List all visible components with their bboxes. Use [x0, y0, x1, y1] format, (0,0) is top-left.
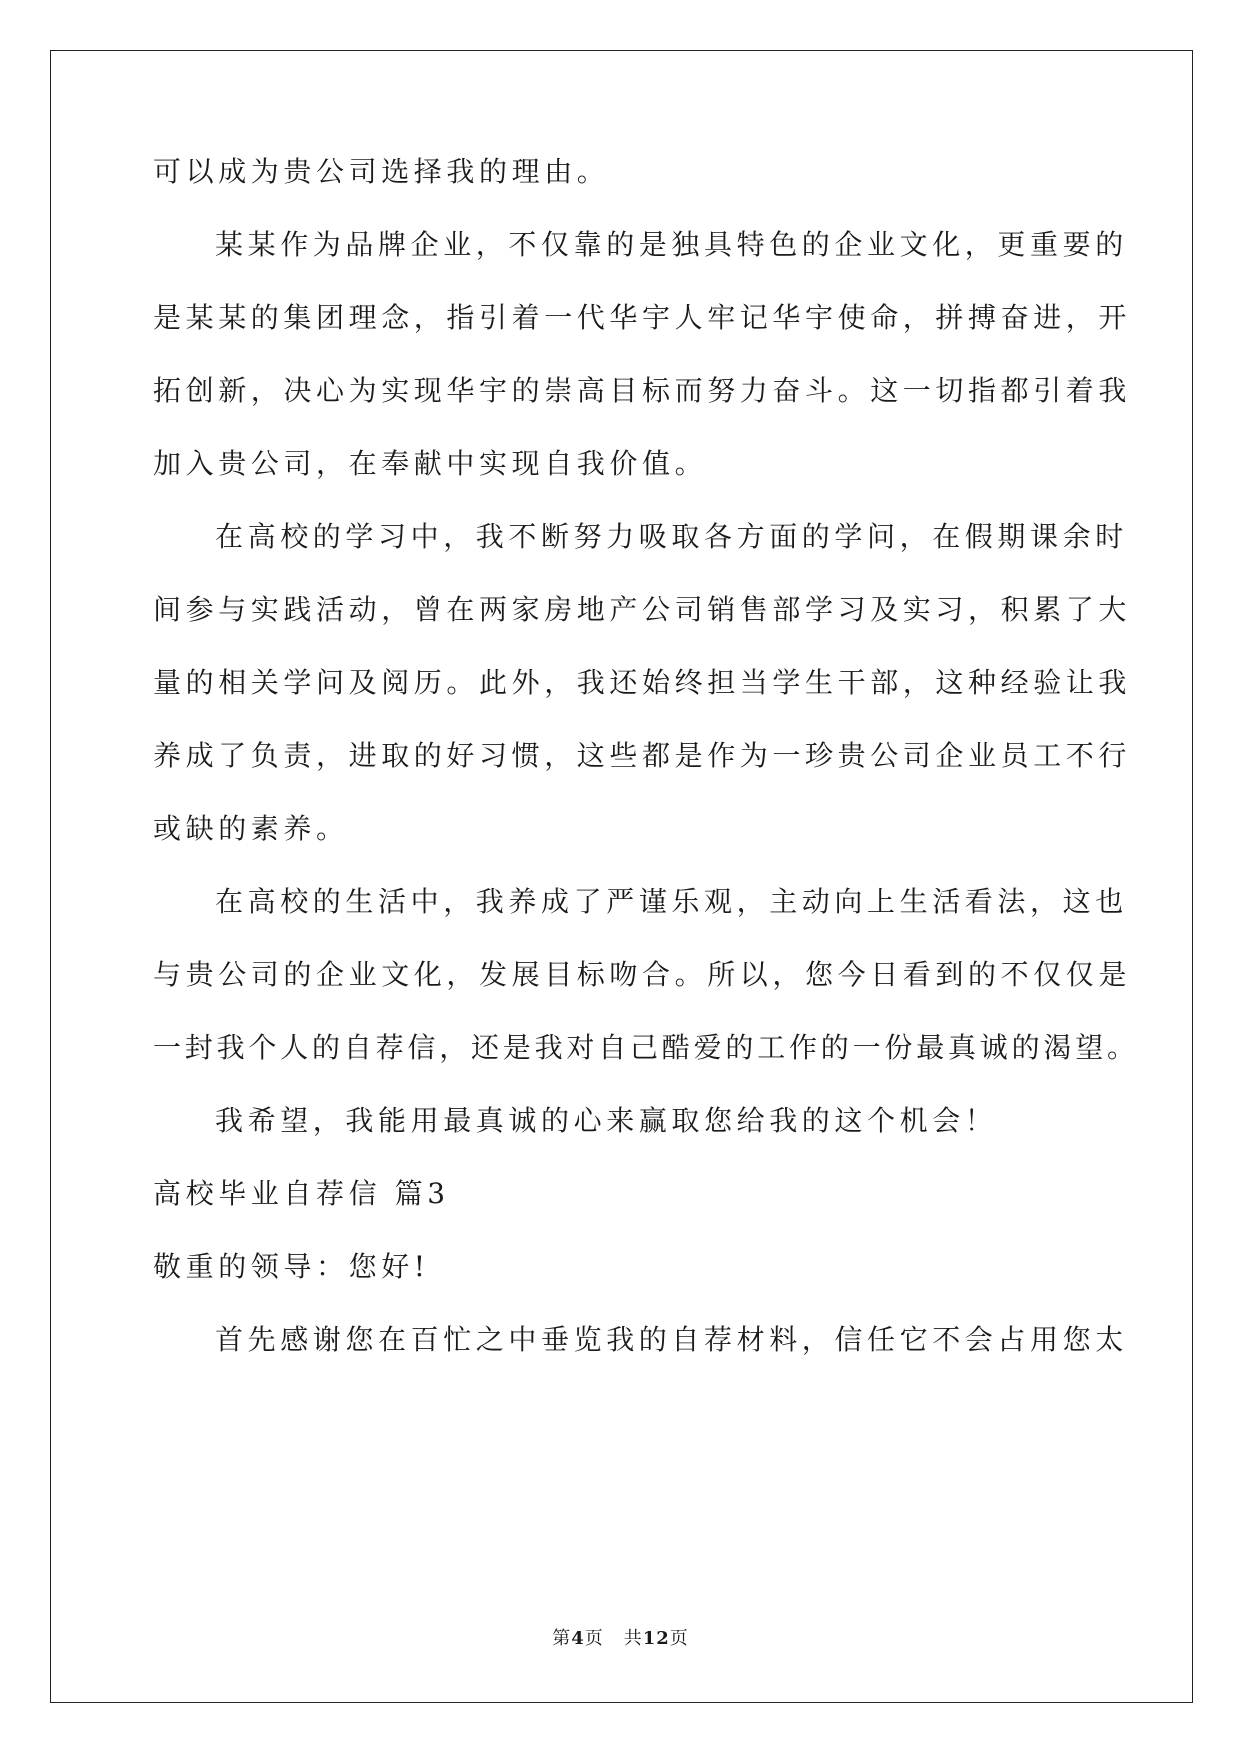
paragraph-line: 加入贵公司，在奉献中实现自我价值。 — [153, 447, 708, 480]
paragraph-line: 一封我个人的自荐信，还是我对自己酷爱的工作的一份最真诚的渴望。 — [153, 1031, 1139, 1064]
paragraph-line: 与贵公司的企业文化，发展目标吻合。所以，您今日看到的不仅仅是 — [153, 958, 1132, 991]
paragraph-line: 我希望，我能用最真诚的心来赢取您给我的这个机会！ — [215, 1104, 998, 1137]
page-suffix: 页 — [584, 1628, 604, 1649]
paragraph-line: 或缺的素养。 — [153, 812, 349, 845]
salutation: 敬重的领导：您好! — [153, 1250, 430, 1283]
paragraph-line: 在高校的生活中，我养成了严谨乐观，主动向上生活看法，这也 — [215, 885, 1128, 918]
page-footer — [0, 1627, 1241, 1651]
total-suffix: 页 — [669, 1628, 689, 1649]
section-heading: 高校毕业自荐信 篇3 — [153, 1177, 450, 1210]
paragraph-line: 在高校的学习中，我不断努力吸取各方面的学问，在假期课余时 — [215, 520, 1128, 553]
paragraph-line: 可以成为贵公司选择我的理由。 — [153, 155, 610, 188]
paragraph-line: 某某作为品牌企业，不仅靠的是独具特色的企业文化，更重要的 — [215, 228, 1128, 261]
total-pages: 12 — [642, 1628, 670, 1649]
total-prefix: 共 — [623, 1628, 643, 1649]
paragraph-line: 是某某的集团理念，指引着一代华宇人牢记华宇使命，拼搏奋进，开 — [153, 301, 1132, 334]
paragraph-line: 量的相关学问及阅历。此外，我还始终担当学生干部，这种经验让我 — [153, 666, 1132, 699]
paragraph-line: 拓创新，决心为实现华宇的崇高目标而努力奋斗。这一切指都引着我 — [153, 374, 1132, 407]
page-number: 4 — [571, 1628, 585, 1649]
paragraph-line: 养成了负责，进取的好习惯，这些都是作为一珍贵公司企业员工不行 — [153, 739, 1132, 772]
paragraph-line: 间参与实践活动，曾在两家房地产公司销售部学习及实习，积累了大 — [153, 593, 1132, 626]
page-prefix: 第 — [552, 1628, 572, 1649]
paragraph-line: 首先感谢您在百忙之中垂览我的自荐材料，信任它不会占用您太 — [215, 1323, 1128, 1356]
